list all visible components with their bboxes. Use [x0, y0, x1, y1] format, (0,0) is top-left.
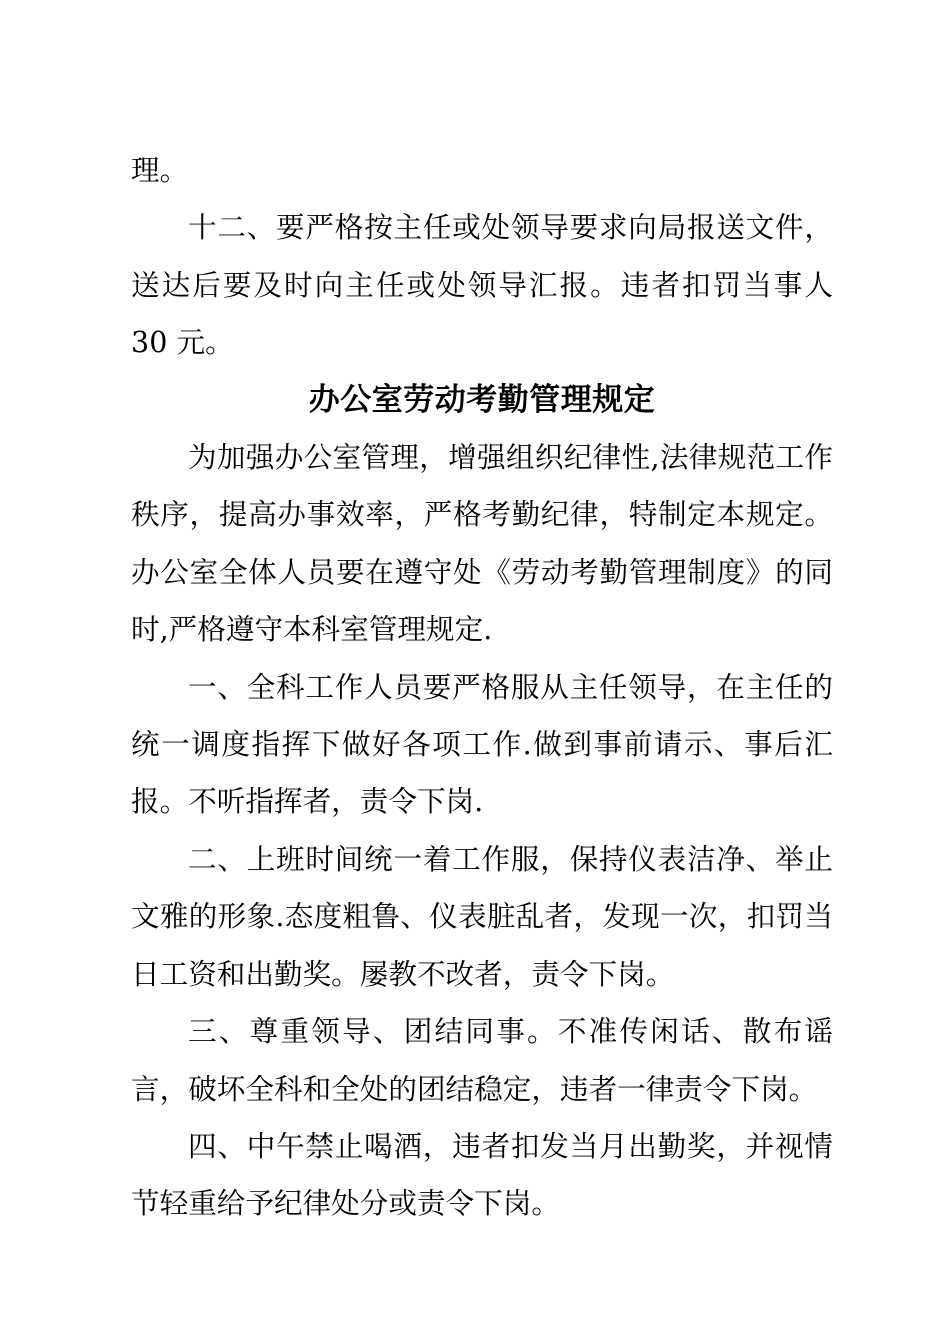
- document-body: [131, 142, 833, 1233]
- item-1-paragraph: 一、全科工作人员要严格服从主任领导，在主任的统一调度指挥下做好各项工作.做到事前请示、事后汇报。不听指挥者，责令下岗.: [131, 669, 833, 819]
- item-12-paragraph: 十二、要严格按主任或处领导要求向局报送文件，送达后要及时向主任或处领导汇报。违者扣罚当事人 30 元。: [131, 210, 833, 360]
- item-3-paragraph: 三、尊重领导、团结同事。不准传闲话、散布谣言，破坏全科和全处的团结稳定，违者一律责令下岗。: [131, 1014, 833, 1106]
- item-2-paragraph: 二、上班时间统一着工作服，保持仪表洁净、举止文雅的形象.态度粗鲁、仪表脏乱者，发现一次，扣罚当日工资和出勤奖。屡教不改者，责令下岗。: [131, 841, 833, 991]
- document-title: 办公室劳动考勤管理规定: [308, 381, 656, 418]
- intro-paragraph: 为加强办公室管理，增强组织纪律性,法律规范工作秩序，提高办事效率，严格考勤纪律，特制定本规定。办公室全体人员要在遵守处《劳动考勤管理制度》的同时,严格遵守本科室管理规定.: [131, 440, 833, 647]
- continuation-paragraph: 理。: [131, 153, 189, 187]
- item-4-paragraph: 四、中午禁止喝酒，违者扣发当月出勤奖，并视情节轻重给予纪律处分或责令下岗。: [131, 1128, 833, 1221]
